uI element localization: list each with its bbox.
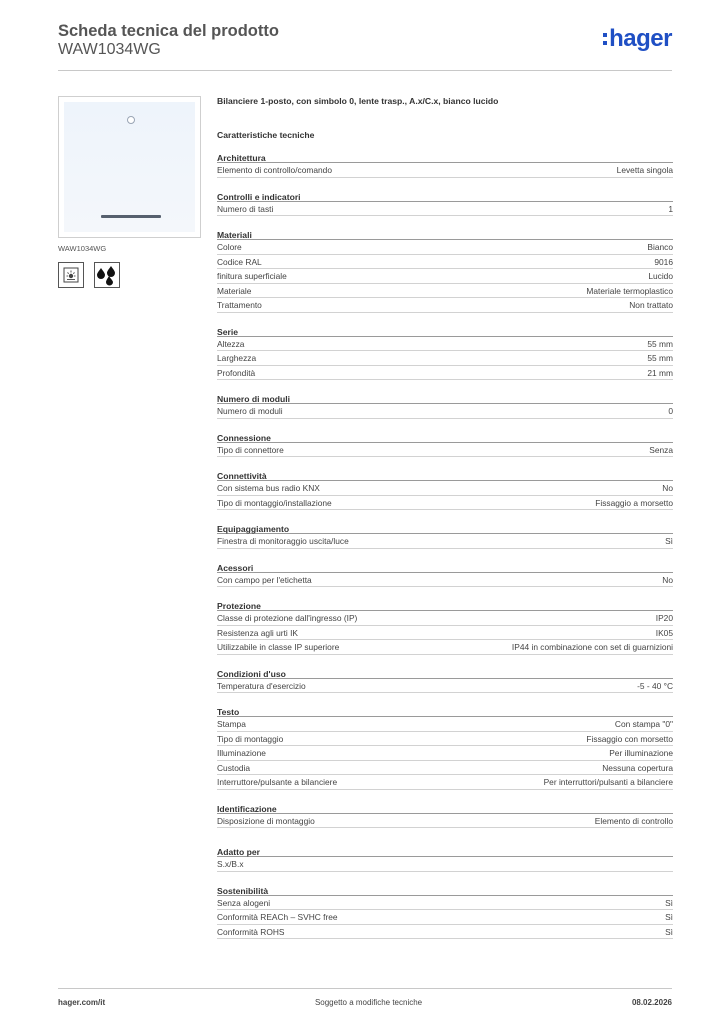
spec-label: Con sistema bus radio KNX: [217, 483, 320, 493]
spec-label: Utilizzabile in classe IP superiore: [217, 642, 340, 652]
spec-group: [217, 429, 673, 458]
spec-group: [217, 559, 673, 588]
spec-group-title: Architettura: [217, 149, 673, 163]
spec-value: Sì: [665, 536, 673, 546]
spec-value: Fissaggio con morsetto: [586, 733, 673, 744]
spec-label: Trattamento: [217, 300, 262, 310]
spec-group-title: Adatto per: [217, 843, 673, 857]
spec-row: [217, 910, 673, 925]
water-drops-icon: [94, 262, 120, 288]
spec-value: Non trattato: [629, 300, 673, 310]
spec-group-title: Protezione: [217, 597, 673, 611]
spec-group-title: Materiali: [217, 226, 673, 240]
spec-value: Materiale termoplastico: [586, 285, 673, 296]
spec-label: Senza alogeni: [217, 897, 271, 908]
spec-row: [217, 573, 673, 588]
product-icons: [58, 262, 201, 288]
spec-value: 0: [668, 406, 673, 416]
spec-groups: [217, 149, 673, 939]
spec-value: Levetta singola: [616, 165, 673, 175]
spec-group: [217, 188, 673, 217]
spec-value: Bianco: [647, 242, 673, 252]
spec-label: Numero di moduli: [217, 406, 283, 416]
spec-label: Stampa: [217, 719, 246, 729]
spec-value: Con stampa "0": [614, 719, 673, 729]
product-image: [64, 102, 195, 232]
spec-row: [217, 611, 673, 626]
spec-label: Illuminazione: [217, 748, 266, 758]
spec-label: Custodia: [217, 762, 251, 773]
page-footer: [58, 988, 672, 1007]
spec-label: Conformità REACh – SVHC free: [217, 912, 338, 922]
product-image-frame: [58, 96, 201, 238]
spec-row: [217, 814, 673, 829]
spec-label: Codice RAL: [217, 256, 262, 267]
spec-group: [217, 467, 673, 510]
rocker-bar: [101, 215, 161, 218]
spec-row: [217, 404, 673, 419]
spec-value: 21 mm: [647, 367, 673, 378]
spec-row: [217, 351, 673, 366]
spec-group-title: Acessori: [217, 559, 673, 573]
page-header: [58, 21, 672, 71]
spec-value: Lucido: [648, 271, 673, 281]
spec-group-title: Equipaggiamento: [217, 520, 673, 534]
spec-label: Classe di protezione dall'ingresso (IP): [217, 613, 358, 623]
spec-content: [217, 94, 673, 949]
spec-group-title: Serie: [217, 323, 673, 337]
spec-label: Resistenza agli urti IK: [217, 627, 298, 638]
spec-row: [217, 255, 673, 270]
spec-label: Altezza: [217, 338, 245, 349]
spec-label: Tipo di connettore: [217, 444, 284, 455]
brand-logo[interactable]: [603, 25, 672, 53]
spec-label: Elemento di controllo/comando: [217, 165, 332, 175]
spec-row: [217, 857, 673, 872]
spec-group-title: Numero di moduli: [217, 390, 673, 404]
spec-row: [217, 896, 673, 911]
spec-value: IK05: [655, 627, 673, 638]
spec-value: 9016: [654, 256, 673, 267]
logo-dots-icon: [603, 33, 607, 45]
spec-group: [217, 520, 673, 549]
spec-label: Tipo di montaggio/installazione: [217, 497, 332, 508]
spec-label: Colore: [217, 242, 242, 252]
spec-value: Sì: [665, 912, 673, 922]
spec-row: [217, 481, 673, 496]
spec-label: S.x/B.x: [217, 859, 244, 869]
spec-label: Tipo di montaggio: [217, 733, 284, 744]
spec-row: [217, 298, 673, 313]
spec-label: finitura superficiale: [217, 271, 287, 281]
spec-value: Elemento di controllo: [594, 815, 673, 826]
spec-row: [217, 337, 673, 352]
spec-row: [217, 746, 673, 761]
spec-group: [217, 149, 673, 178]
spec-value: Sì: [665, 897, 673, 908]
spec-row: [217, 163, 673, 178]
spec-label: Materiale: [217, 285, 252, 296]
led-indicator: [127, 116, 135, 124]
footer-date: 08.02.2026: [631, 998, 672, 1007]
spec-value: Per interruttori/pulsanti a bilanciere: [543, 777, 673, 787]
spec-group-title: Controlli e indicatori: [217, 188, 673, 202]
footer-note: Soggetto a modifiche tecniche: [314, 998, 423, 1007]
spec-row: [217, 284, 673, 299]
spec-label: Conformità ROHS: [217, 926, 285, 937]
product-description: Bilanciere 1-posto, con simbolo 0, lente trasp., A.x/C.x, bianco lucido: [217, 96, 499, 106]
spec-value: Fissaggio a morsetto: [595, 497, 673, 508]
spec-row: [217, 717, 673, 732]
spec-row: [217, 732, 673, 747]
spec-label: Profondità: [217, 367, 256, 378]
spec-group: [217, 390, 673, 419]
spec-group-title: Connettività: [217, 467, 673, 481]
spec-group-title: Testo: [217, 703, 673, 717]
spec-label: Numero di tasti: [217, 203, 274, 214]
spec-value: -5 - 40 °C: [637, 680, 673, 691]
spec-group: [217, 597, 673, 655]
spec-row: [217, 443, 673, 458]
footer-website-link[interactable]: hager.com/it: [58, 998, 106, 1007]
spec-row: [217, 640, 673, 655]
spec-group: [217, 323, 673, 381]
spec-group: [217, 665, 673, 694]
spec-group: [217, 226, 673, 313]
spec-row: [217, 626, 673, 641]
spec-label: Temperatura d'esercizio: [217, 680, 306, 691]
spec-value: Senza: [649, 444, 673, 455]
spec-group: [217, 703, 673, 790]
spec-value: Nessuna copertura: [602, 762, 673, 773]
spec-row: [217, 366, 673, 381]
spec-group-title: Identificazione: [217, 800, 673, 814]
spec-value: IP20: [655, 613, 673, 623]
spec-label: Larghezza: [217, 353, 257, 363]
spec-value: 55 mm: [647, 353, 673, 363]
light-symbol-icon: [58, 262, 84, 288]
spec-group: [217, 882, 673, 940]
product-caption: WAW1034WG: [58, 244, 107, 253]
spec-group-title: Condizioni d'uso: [217, 665, 673, 679]
spec-label: Con campo per l'etichetta: [217, 574, 312, 585]
product-panel: [58, 96, 201, 288]
spec-row: [217, 761, 673, 776]
spec-group-title: Sostenibilità: [217, 882, 673, 896]
spec-label: Disposizione di montaggio: [217, 815, 315, 826]
spec-value: No: [662, 483, 673, 493]
spec-row: [217, 925, 673, 940]
spec-label: Finestra di monitoraggio uscita/luce: [217, 536, 349, 546]
spec-row: [217, 679, 673, 694]
spec-row: [217, 269, 673, 284]
spec-row: [217, 240, 673, 255]
spec-value: No: [662, 574, 673, 585]
page-title: Scheda tecnica del prodotto: [58, 22, 279, 40]
section-title: Caratteristiche tecniche: [217, 130, 315, 140]
spec-row: [217, 534, 673, 549]
spec-group-title: Connessione: [217, 429, 673, 443]
brand-name: hager: [609, 25, 672, 52]
spec-value: Sì: [665, 926, 673, 937]
spec-value: 1: [668, 203, 673, 214]
spec-group: [217, 843, 673, 872]
product-code: WAW1034WG: [58, 41, 161, 58]
spec-row: [217, 202, 673, 217]
spec-row: [217, 496, 673, 511]
spec-value: 55 mm: [647, 338, 673, 349]
spec-group: [217, 800, 673, 829]
spec-label: Interruttore/pulsante a bilanciere: [217, 777, 338, 787]
spec-row: [217, 775, 673, 790]
spec-value: Per illuminazione: [609, 748, 673, 758]
spec-value: IP44 in combinazione con set di guarnizioni: [511, 642, 673, 652]
